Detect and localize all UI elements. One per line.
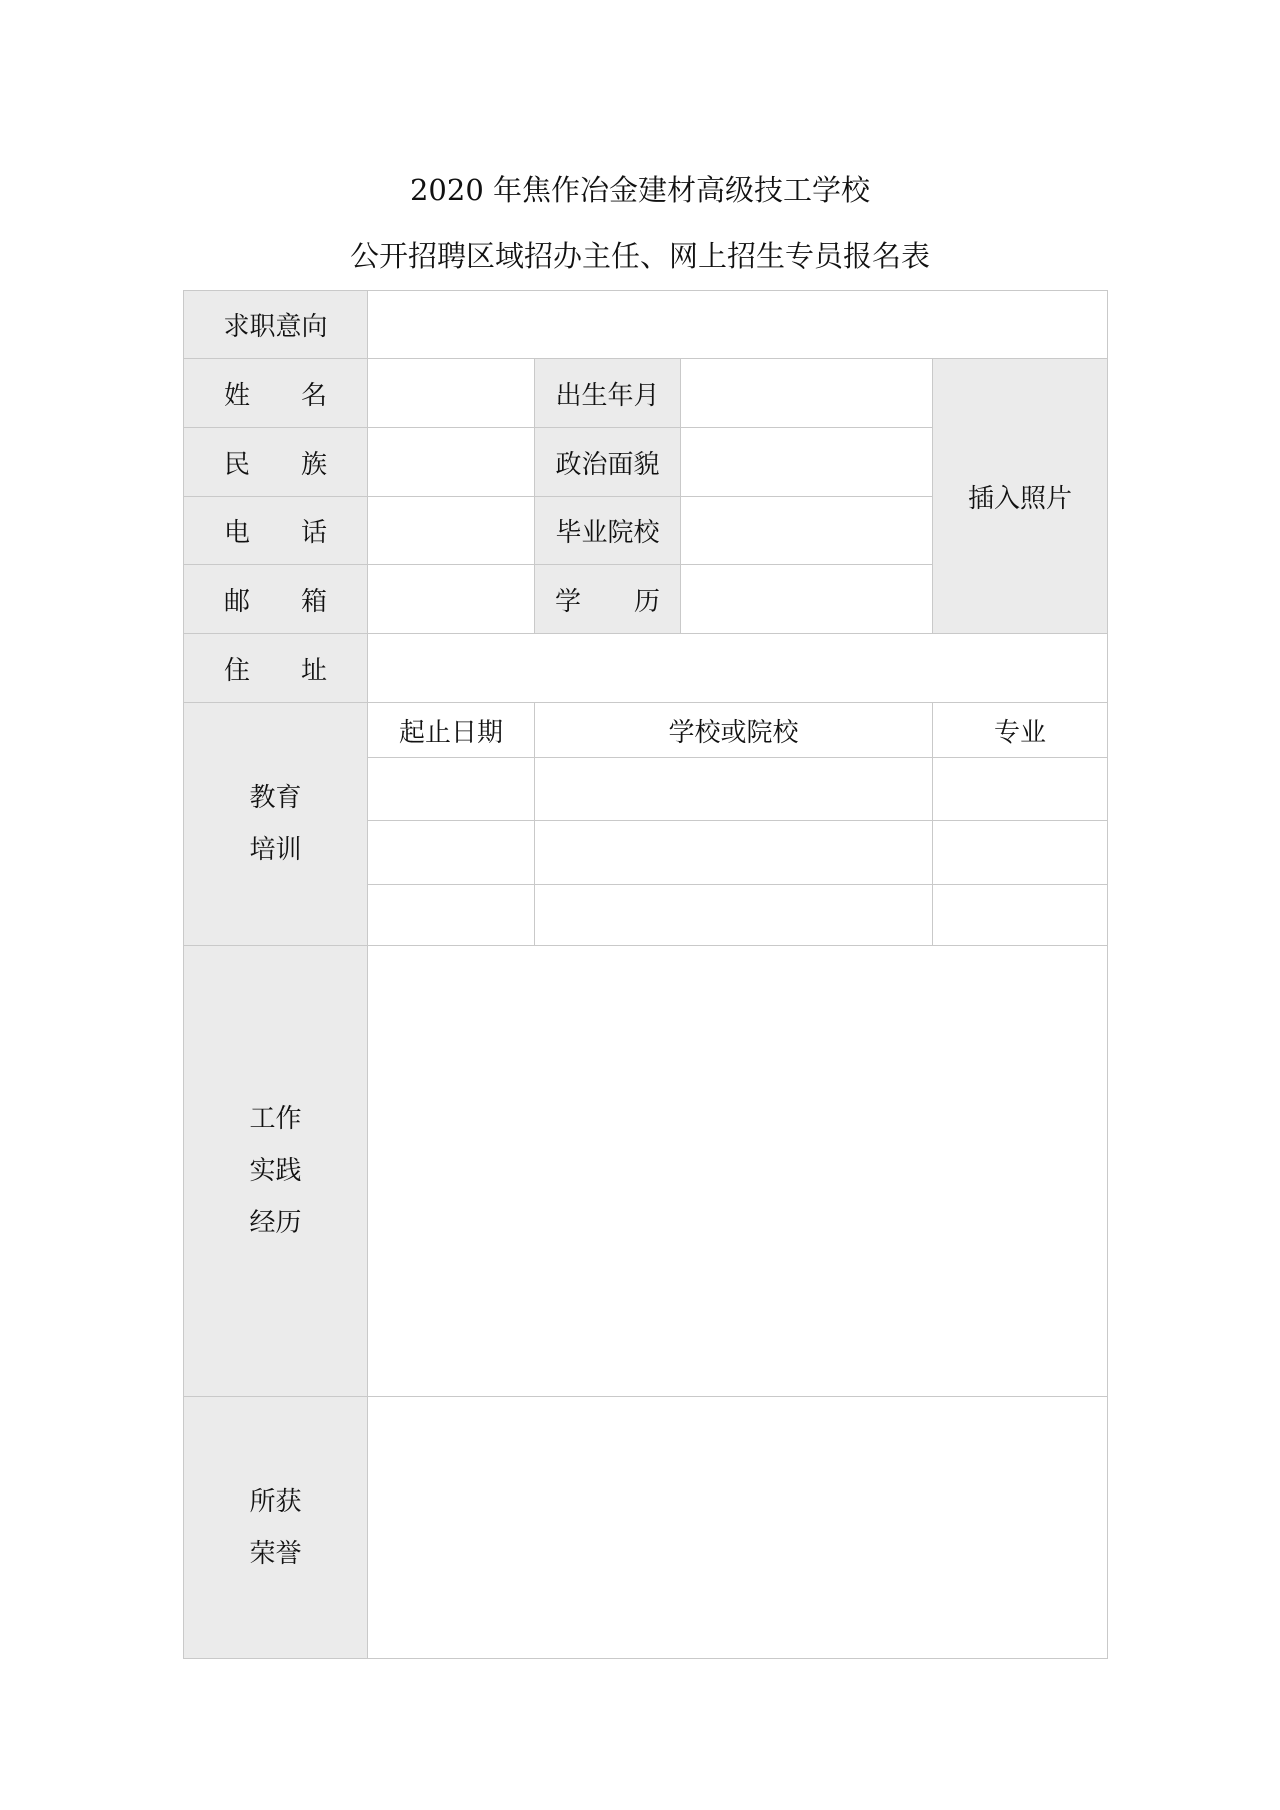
education-col-major: 专业 xyxy=(933,703,1108,758)
email-field[interactable] xyxy=(368,565,535,634)
ethnicity-label: 民 族 xyxy=(184,428,368,497)
birth-date-field[interactable] xyxy=(681,359,933,428)
education-level-field[interactable] xyxy=(681,565,933,634)
education-dates-field[interactable] xyxy=(368,821,535,885)
education-col-school: 学校或院校 xyxy=(535,703,933,758)
education-school-field[interactable] xyxy=(535,885,933,946)
form-title-school: 2020 年焦作冶金建材高级技工学校 xyxy=(409,173,871,207)
education-col-dates: 起止日期 xyxy=(368,703,535,758)
job-intention-field[interactable] xyxy=(368,291,1108,359)
education-dates-field[interactable] xyxy=(368,885,535,946)
education-level-label: 学 历 xyxy=(535,565,681,634)
education-dates-field[interactable] xyxy=(368,758,535,821)
email-label: 邮 箱 xyxy=(184,565,368,634)
political-status-label: 政治面貌 xyxy=(535,428,681,497)
work-experience-label: 工作 实践 经历 xyxy=(184,946,368,1397)
registration-form-table xyxy=(183,290,1108,1659)
ethnicity-field[interactable] xyxy=(368,428,535,497)
birth-date-label: 出生年月 xyxy=(535,359,681,428)
political-status-field[interactable] xyxy=(681,428,933,497)
form-title-purpose: 公开招聘区域招办主任、网上招生专员报名表 xyxy=(349,239,930,273)
education-major-field[interactable] xyxy=(933,821,1108,885)
phone-label: 电 话 xyxy=(184,497,368,565)
phone-field[interactable] xyxy=(368,497,535,565)
address-field[interactable] xyxy=(368,634,1108,703)
honors-field[interactable] xyxy=(368,1397,1108,1659)
photo-placeholder[interactable]: 插入照片 xyxy=(933,359,1108,634)
name-field[interactable] xyxy=(368,359,535,428)
education-major-field[interactable] xyxy=(933,885,1108,946)
education-school-field[interactable] xyxy=(535,821,933,885)
job-intention-label: 求职意向 xyxy=(184,291,368,359)
education-major-field[interactable] xyxy=(933,758,1108,821)
education-training-label: 教育 培训 xyxy=(184,703,368,946)
name-label: 姓 名 xyxy=(184,359,368,428)
work-experience-field[interactable] xyxy=(368,946,1108,1397)
education-school-field[interactable] xyxy=(535,758,933,821)
graduated-school-field[interactable] xyxy=(681,497,933,565)
honors-label: 所获 荣誉 xyxy=(184,1397,368,1659)
address-label: 住 址 xyxy=(184,634,368,703)
graduated-school-label: 毕业院校 xyxy=(535,497,681,565)
